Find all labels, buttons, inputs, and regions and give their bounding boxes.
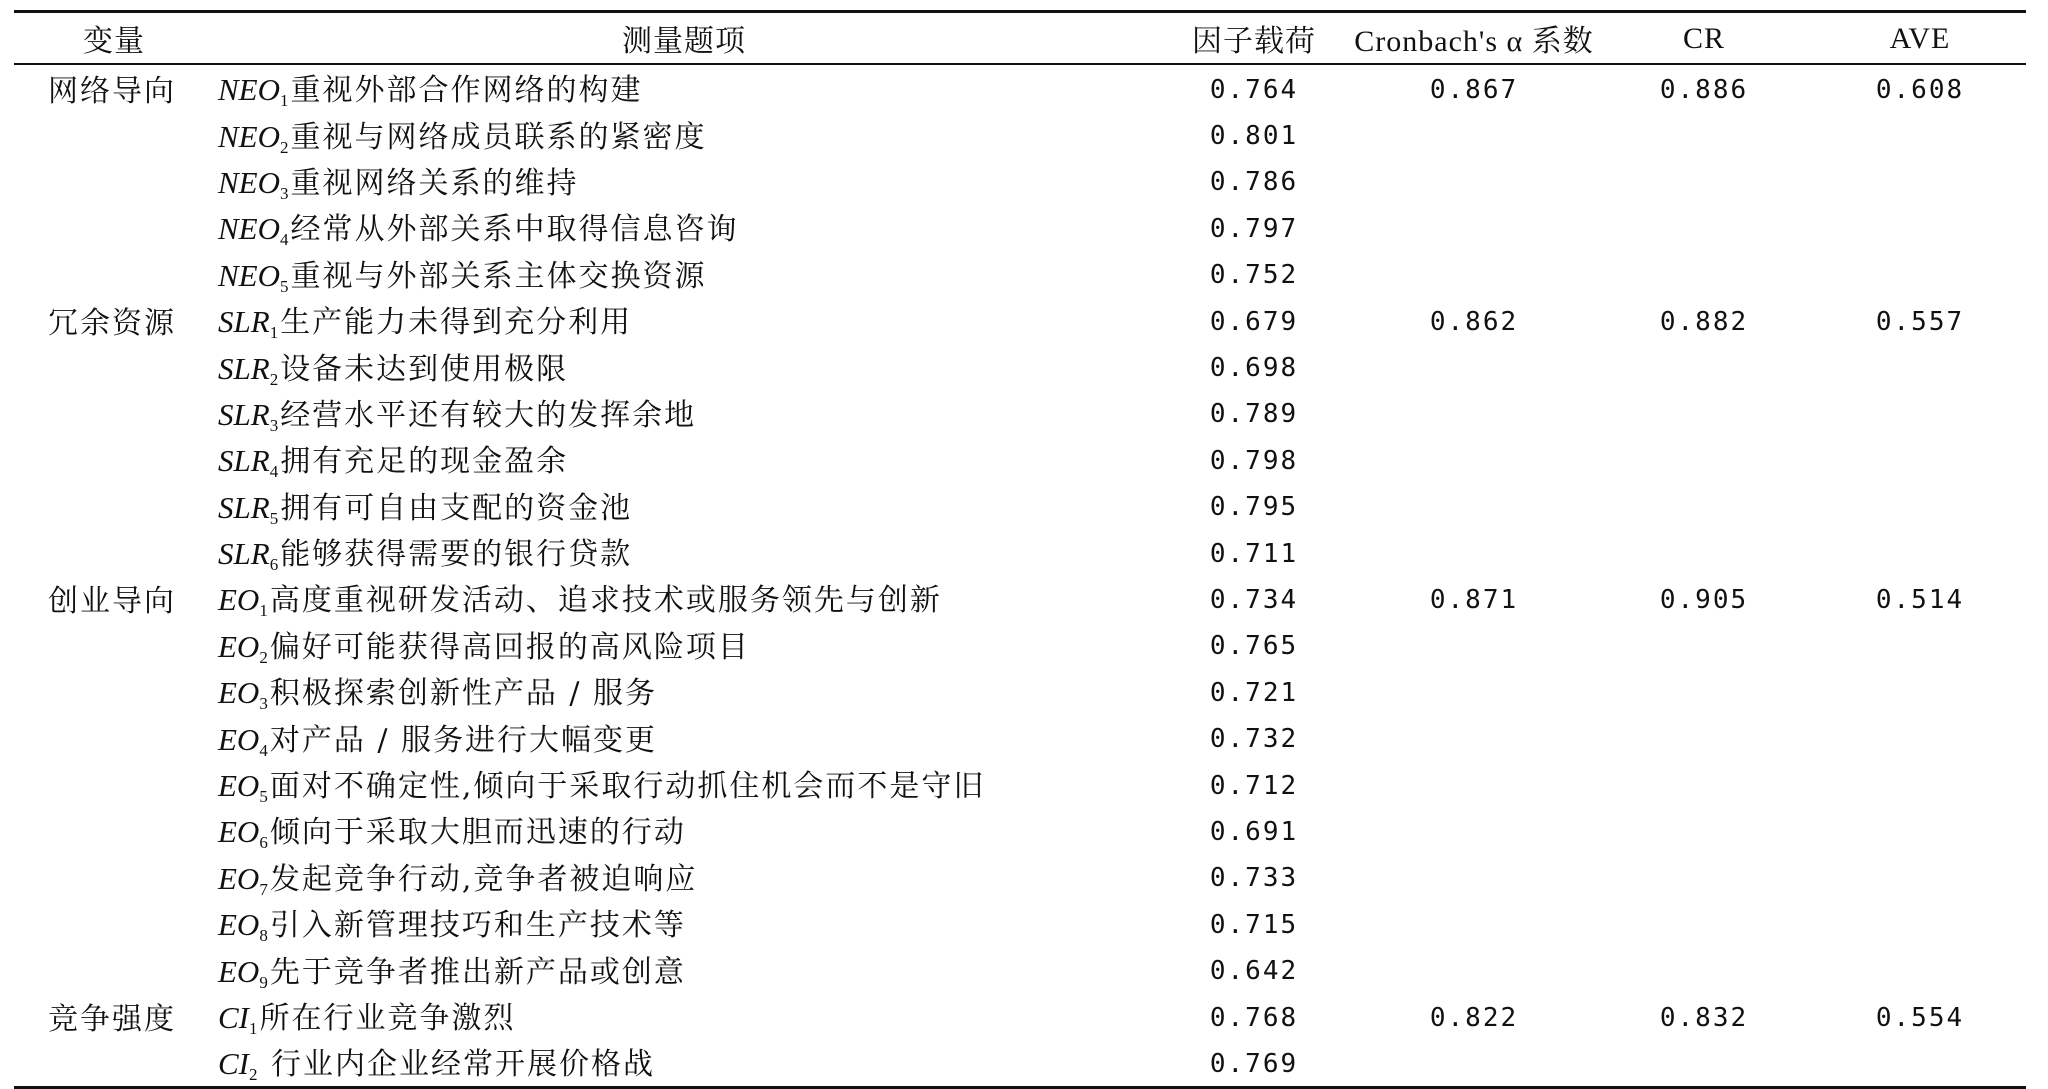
cell-loading (1154, 761, 1354, 807)
cell-alpha (1354, 714, 1594, 760)
cell-alpha (1354, 761, 1594, 807)
loading-value: 0.732 (1209, 724, 1299, 755)
cell-item (214, 993, 1154, 1039)
item-code (218, 1000, 260, 1038)
cell-ave (1814, 297, 2026, 343)
item-text: 经营水平还有较大的发挥余地 (280, 397, 697, 433)
ave-value: 0.554 (1875, 1002, 1965, 1033)
header-ave (1814, 12, 2026, 65)
cell-item (214, 575, 1154, 621)
cell-cr (1594, 436, 1814, 482)
item-code (218, 768, 270, 807)
item-text: 拥有可自由支配的资金池 (280, 490, 633, 526)
cell-alpha (1354, 390, 1594, 436)
cell-alpha (1354, 668, 1594, 714)
item-code-letters: NEO (218, 257, 280, 293)
cell-ave (1814, 1039, 2026, 1087)
cell-alpha (1354, 64, 1594, 111)
header-variable (14, 12, 214, 65)
cell-variable (14, 64, 214, 111)
header-cr (1594, 12, 1814, 65)
item-code-index: 6 (269, 555, 279, 575)
cell-cr (1594, 761, 1814, 807)
cell-cr (1594, 993, 1814, 1039)
item-code-letters: EO (218, 582, 260, 618)
loading-value: 0.642 (1209, 956, 1299, 987)
item-text: 倾向于采取大胆而迅速的行动 (269, 815, 686, 851)
item-code-letters: EO (218, 675, 260, 711)
cell-item (214, 529, 1154, 575)
loading-value: 0.752 (1209, 260, 1299, 291)
item-code-letters: NEO (218, 164, 280, 200)
item-code (218, 443, 280, 482)
item-code-index: 5 (259, 787, 268, 807)
cell-item (214, 854, 1154, 900)
alpha-value: 0.822 (1429, 1002, 1519, 1033)
header-cr-label: CR (1682, 21, 1726, 55)
item-code (218, 628, 270, 667)
item-code-letters: SLR (218, 396, 270, 432)
header-ave-label: AVE (1889, 21, 1951, 55)
cell-item (214, 158, 1154, 204)
item-code-index: 5 (280, 276, 289, 296)
item-code (218, 118, 291, 157)
table-header (14, 12, 2026, 65)
cell-alpha (1354, 483, 1594, 529)
item-text: 经常从外部关系中取得信息咨询 (290, 212, 739, 248)
item-text: 引入新管理技巧和生产技术等 (269, 908, 686, 944)
cell-variable (14, 668, 214, 714)
item-text: 重视与外部关系主体交换资源 (290, 258, 707, 294)
loading-value: 0.734 (1209, 584, 1299, 615)
cell-loading (1154, 483, 1354, 529)
cell-loading (1154, 436, 1354, 482)
cell-cr (1594, 529, 1814, 575)
table-row (14, 993, 2026, 1039)
item-code-letters: EO (218, 860, 260, 896)
loading-value: 0.721 (1209, 677, 1299, 708)
header-item (214, 12, 1154, 65)
item-code-index: 8 (259, 926, 268, 946)
item-code-letters: EO (218, 907, 260, 943)
item-code-index: 2 (249, 1065, 258, 1085)
alpha-value: 0.862 (1429, 306, 1519, 337)
loading-value: 0.764 (1209, 74, 1299, 105)
item-code (218, 164, 291, 203)
cell-variable (14, 251, 214, 297)
variable-name: 创业导向 (48, 584, 176, 620)
item-code-index: 2 (280, 137, 289, 157)
loading-value: 0.795 (1209, 492, 1299, 523)
item-text: 生产能力未得到充分利用 (280, 305, 633, 341)
item-code-index: 1 (280, 91, 289, 111)
item-code-index: 6 (259, 833, 268, 853)
cell-alpha (1354, 622, 1594, 668)
cell-ave (1814, 622, 2026, 668)
item-code (218, 396, 280, 435)
cell-variable (14, 158, 214, 204)
cell-item (214, 761, 1154, 807)
cell-item (214, 483, 1154, 529)
item-code (218, 907, 270, 946)
item-code-index: 5 (269, 508, 279, 528)
cell-ave (1814, 993, 2026, 1039)
cell-alpha (1354, 297, 1594, 343)
cell-cr (1594, 946, 1814, 992)
cell-alpha (1354, 946, 1594, 992)
item-code-letters: EO (218, 721, 260, 757)
cell-item (214, 668, 1154, 714)
table-row (14, 900, 2026, 946)
item-code (218, 257, 291, 296)
table-row (14, 807, 2026, 853)
cell-item (214, 251, 1154, 297)
cell-variable (14, 575, 214, 621)
cell-variable (14, 297, 214, 343)
item-code (218, 721, 270, 760)
cr-value: 0.905 (1659, 584, 1749, 615)
item-code (218, 536, 280, 575)
cell-variable (14, 946, 214, 992)
header-variable-label: 变量 (83, 24, 145, 59)
item-text: 行业内企业经常开展价格战 (259, 1047, 656, 1083)
cell-variable (14, 483, 214, 529)
loading-value: 0.769 (1209, 1048, 1299, 1079)
alpha-value: 0.871 (1429, 584, 1519, 615)
cell-ave (1814, 529, 2026, 575)
item-code-letters: EO (218, 628, 260, 664)
cell-variable (14, 1039, 214, 1087)
table-row (14, 668, 2026, 714)
loading-value: 0.789 (1209, 399, 1299, 430)
cell-alpha (1354, 807, 1594, 853)
cell-ave (1814, 946, 2026, 992)
cell-loading (1154, 714, 1354, 760)
item-code (218, 953, 270, 992)
item-code-index: 3 (280, 183, 289, 203)
item-code-index: 3 (259, 694, 268, 714)
cell-ave (1814, 761, 2026, 807)
cell-variable (14, 111, 214, 157)
item-text: 面对不确定性,倾向于采取行动抓住机会而不是守旧 (269, 769, 986, 805)
table-row (14, 436, 2026, 482)
cell-loading (1154, 390, 1354, 436)
cell-item (214, 343, 1154, 389)
item-code-index: 9 (259, 972, 268, 992)
cell-cr (1594, 111, 1814, 157)
cell-alpha (1354, 854, 1594, 900)
cell-ave (1814, 714, 2026, 760)
item-code-letters: SLR (218, 304, 270, 340)
header-row (14, 12, 2026, 65)
cell-cr (1594, 668, 1814, 714)
loading-value: 0.765 (1209, 631, 1299, 662)
item-text: 重视与网络成员联系的紧密度 (290, 119, 707, 155)
cell-alpha (1354, 111, 1594, 157)
table-row (14, 390, 2026, 436)
alpha-value: 0.867 (1429, 74, 1519, 105)
ave-value: 0.608 (1875, 74, 1965, 105)
table-row (14, 158, 2026, 204)
cell-variable (14, 390, 214, 436)
cell-cr (1594, 900, 1814, 946)
item-code (218, 814, 270, 853)
cell-variable (14, 761, 214, 807)
cell-loading (1154, 575, 1354, 621)
header-item-label: 测量题项 (622, 24, 746, 59)
table-row (14, 761, 2026, 807)
cell-item (214, 807, 1154, 853)
cell-cr (1594, 343, 1814, 389)
cell-variable (14, 204, 214, 250)
cell-cr (1594, 483, 1814, 529)
cell-item (214, 111, 1154, 157)
variable-name: 竞争强度 (48, 1002, 176, 1037)
cell-ave (1814, 343, 2026, 389)
item-code-letters: EO (218, 768, 260, 804)
cell-variable (14, 807, 214, 853)
cell-ave (1814, 64, 2026, 111)
item-code-letters: NEO (218, 118, 280, 154)
item-code (218, 582, 270, 621)
item-code-letters: NEO (218, 72, 280, 108)
cr-value: 0.886 (1659, 74, 1749, 105)
table-row (14, 483, 2026, 529)
item-code (218, 211, 291, 250)
table-row (14, 575, 2026, 621)
table-row (14, 343, 2026, 389)
loading-value: 0.715 (1209, 909, 1299, 940)
item-code-letters: SLR (218, 443, 270, 479)
item-code (218, 304, 280, 343)
item-text: 对产品 / 服务进行大幅变更 (269, 722, 658, 758)
cell-item (214, 436, 1154, 482)
cell-variable (14, 436, 214, 482)
cell-variable (14, 714, 214, 760)
cell-ave (1814, 251, 2026, 297)
cell-loading (1154, 1039, 1354, 1087)
item-text: 高度重视研发活动、追求技术或服务领先与创新 (269, 583, 942, 619)
ave-value: 0.514 (1875, 584, 1965, 615)
cell-loading (1154, 529, 1354, 575)
cell-loading (1154, 251, 1354, 297)
table-row (14, 1039, 2026, 1087)
table-row (14, 714, 2026, 760)
item-code (218, 1046, 260, 1085)
cell-loading (1154, 900, 1354, 946)
cell-variable (14, 900, 214, 946)
cell-loading (1154, 854, 1354, 900)
loading-value: 0.797 (1209, 213, 1299, 244)
cell-item (214, 622, 1154, 668)
item-text: 发起竞争行动,竞争者被迫响应 (269, 861, 698, 897)
item-code-index: 4 (280, 230, 289, 250)
item-code-index: 3 (269, 415, 279, 435)
item-code-letters: CI (218, 1046, 249, 1082)
cell-cr (1594, 390, 1814, 436)
cell-alpha (1354, 575, 1594, 621)
table-row (14, 854, 2026, 900)
cell-ave (1814, 436, 2026, 482)
variable-name: 冗余资源 (48, 306, 176, 342)
header-alpha (1354, 12, 1594, 65)
cell-loading (1154, 297, 1354, 343)
cell-loading (1154, 158, 1354, 204)
cell-loading (1154, 204, 1354, 250)
cell-ave (1814, 204, 2026, 250)
cell-ave (1814, 483, 2026, 529)
cell-cr (1594, 622, 1814, 668)
loading-value: 0.711 (1209, 538, 1299, 569)
cell-item (214, 297, 1154, 343)
cell-variable (14, 854, 214, 900)
item-text: 积极探索创新性产品 / 服务 (269, 676, 658, 712)
loading-value: 0.712 (1209, 770, 1299, 801)
item-code-letters: SLR (218, 350, 270, 386)
table-row (14, 946, 2026, 992)
cell-cr (1594, 204, 1814, 250)
cell-variable (14, 529, 214, 575)
item-code-index: 1 (249, 1019, 258, 1038)
item-code (218, 72, 291, 111)
cell-alpha (1354, 436, 1594, 482)
cell-cr (1594, 1039, 1814, 1087)
item-code-index: 7 (259, 879, 268, 899)
cell-loading (1154, 946, 1354, 992)
variable-name: 网络导向 (48, 74, 176, 110)
measurement-table-container (14, 10, 2026, 1089)
table-row (14, 251, 2026, 297)
cell-alpha (1354, 900, 1594, 946)
cell-item (214, 64, 1154, 111)
cell-ave (1814, 111, 2026, 157)
table-row (14, 622, 2026, 668)
loading-value: 0.679 (1209, 306, 1299, 337)
item-text: 拥有充足的现金盈余 (280, 444, 569, 480)
cell-loading (1154, 668, 1354, 714)
cell-alpha (1354, 158, 1594, 204)
loading-value: 0.733 (1209, 863, 1299, 894)
cell-loading (1154, 343, 1354, 389)
cell-ave (1814, 854, 2026, 900)
cell-ave (1814, 807, 2026, 853)
loading-value: 0.798 (1209, 445, 1299, 476)
ave-value: 0.557 (1875, 306, 1965, 337)
cell-item (214, 390, 1154, 436)
item-text: 能够获得需要的银行贷款 (280, 537, 633, 573)
item-text: 先于竞争者推出新产品或创意 (269, 954, 686, 990)
cell-variable (14, 622, 214, 668)
cell-cr (1594, 64, 1814, 111)
cr-value: 0.882 (1659, 306, 1749, 337)
loading-value: 0.698 (1209, 353, 1299, 384)
item-text: 设备未达到使用极限 (280, 351, 569, 387)
cell-variable (14, 993, 214, 1039)
item-code-letters: EO (218, 814, 260, 850)
item-code-index: 1 (269, 323, 279, 343)
measurement-table (14, 10, 2026, 1089)
cell-cr (1594, 251, 1814, 297)
cell-ave (1814, 390, 2026, 436)
cell-item (214, 946, 1154, 992)
cell-item (214, 714, 1154, 760)
cell-alpha (1354, 343, 1594, 389)
loading-value: 0.786 (1209, 167, 1299, 198)
item-code-index: 1 (259, 601, 268, 621)
table-row (14, 297, 2026, 343)
cell-item (214, 204, 1154, 250)
cell-loading (1154, 807, 1354, 853)
header-loading-label: 因子载荷 (1192, 24, 1316, 59)
table-body (14, 64, 2026, 1087)
cell-cr (1594, 575, 1814, 621)
item-code-letters: SLR (218, 536, 270, 572)
cell-alpha (1354, 993, 1594, 1039)
cell-loading (1154, 64, 1354, 111)
item-code-index: 2 (259, 647, 268, 667)
item-code (218, 489, 280, 528)
item-code-letters: NEO (218, 211, 280, 247)
item-code-index: 2 (269, 369, 279, 389)
loading-value: 0.691 (1209, 816, 1299, 847)
table-row (14, 204, 2026, 250)
loading-value: 0.801 (1209, 121, 1299, 152)
cr-value: 0.832 (1659, 1002, 1749, 1033)
item-text: 所在行业竞争激烈 (259, 1001, 516, 1036)
item-text: 重视外部合作网络的构建 (290, 73, 643, 109)
cell-alpha (1354, 251, 1594, 297)
cell-item (214, 900, 1154, 946)
cell-cr (1594, 714, 1814, 760)
cell-alpha (1354, 529, 1594, 575)
cell-cr (1594, 807, 1814, 853)
cell-loading (1154, 111, 1354, 157)
table-row (14, 111, 2026, 157)
item-code-letters: SLR (218, 489, 270, 525)
cell-cr (1594, 854, 1814, 900)
cell-ave (1814, 575, 2026, 621)
cell-cr (1594, 158, 1814, 204)
cell-cr (1594, 297, 1814, 343)
cell-ave (1814, 668, 2026, 714)
cell-item (214, 1039, 1154, 1087)
item-text: 偏好可能获得高回报的高风险项目 (269, 629, 750, 665)
cell-alpha (1354, 1039, 1594, 1087)
item-text: 重视网络关系的维持 (290, 165, 579, 201)
cell-ave (1814, 158, 2026, 204)
cell-variable (14, 343, 214, 389)
item-code-letters: CI (218, 1000, 249, 1035)
header-loading (1154, 12, 1354, 65)
item-code-index: 4 (269, 462, 279, 482)
item-code-index: 4 (259, 740, 268, 760)
cell-loading (1154, 622, 1354, 668)
table-row (14, 64, 2026, 111)
item-code-letters: EO (218, 953, 260, 989)
cell-alpha (1354, 204, 1594, 250)
item-code (218, 350, 280, 389)
header-alpha-label: Cronbach's α 系数 (1354, 25, 1594, 58)
cell-loading (1154, 993, 1354, 1039)
loading-value: 0.768 (1209, 1002, 1299, 1033)
cell-ave (1814, 900, 2026, 946)
item-code (218, 675, 270, 714)
item-code (218, 860, 270, 899)
table-row (14, 529, 2026, 575)
